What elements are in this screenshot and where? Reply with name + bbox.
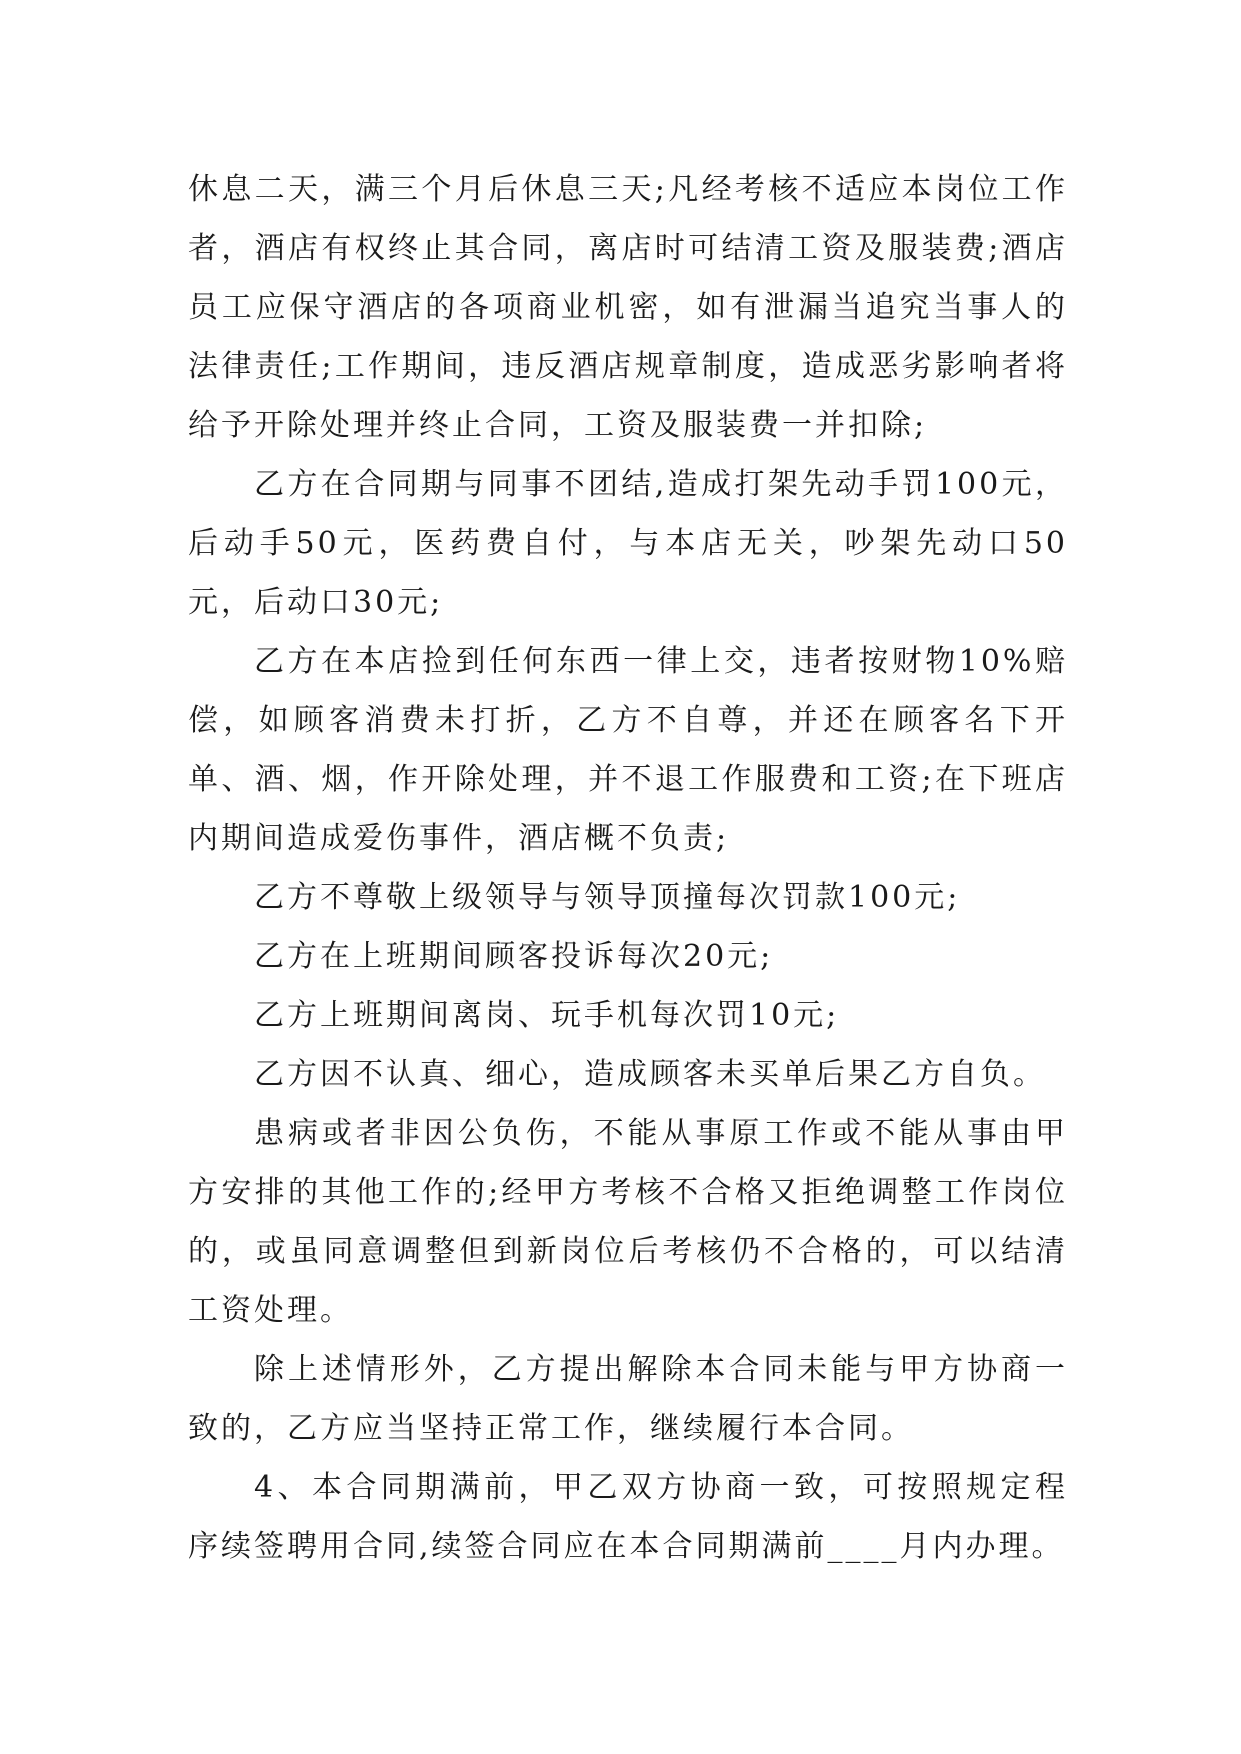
paragraph-fighting-penalty: 乙方在合同期与同事不团结,造成打架先动手罚100元，后动手50元，医药费自付，与本店无关，吵架先动口50元，后动口30元; bbox=[188, 467, 1068, 620]
paragraph-complaint-penalty: 乙方在上班期间顾客投诉每次20元; bbox=[254, 939, 774, 974]
paragraph-phone-penalty: 乙方上班期间离岗、玩手机每次罚10元; bbox=[254, 998, 840, 1033]
paragraph-rest-rules: 休息二天，满三个月后休息三天;凡经考核不适应本岗位工作者，酒店有权终止其合同，离店时可结清工资及服装费;酒店员工应保守酒店的各项商业机密，如有泄漏当追究当事人的法律责任;工作期间，违反酒店规章制度，造成恶劣影响者将给予开除处理并终止合同，工资及服装费一并扣除; bbox=[188, 172, 1068, 443]
paragraph-renewal: 4、本合同期满前，甲乙双方协商一致，可按照规定程序续签聘用合同,续签合同应在本合同期满前____月内办理。 bbox=[188, 1470, 1068, 1564]
paragraph-illness-termination: 患病或者非因公负伤，不能从事原工作或不能从事由甲方安排的其他工作的;经甲方考核不合格又拒绝调整工作岗位的，或虽同意调整但到新岗位后考核仍不合格的，可以结清工资处理。 bbox=[188, 1116, 1068, 1328]
paragraph-unpaid-bill: 乙方因不认真、细心，造成顾客未买单后果乙方自负。 bbox=[254, 1057, 1046, 1092]
document-body bbox=[188, 160, 1068, 1576]
paragraph-resignation: 除上述情形外，乙方提出解除本合同未能与甲方协商一致的，乙方应当坚持正常工作，继续履行本合同。 bbox=[188, 1352, 1068, 1446]
paragraph-lost-items: 乙方在本店捡到任何东西一律上交，违者按财物10%赔偿，如顾客消费未打折，乙方不自尊，并还在顾客名下开单、酒、烟，作开除处理，并不退工作服费和工资;在下班店内期间造成爱伤事件，酒店概不负责; bbox=[188, 644, 1068, 856]
paragraph-disrespect-penalty: 乙方不尊敬上级领导与领导顶撞每次罚款100元; bbox=[254, 880, 961, 915]
